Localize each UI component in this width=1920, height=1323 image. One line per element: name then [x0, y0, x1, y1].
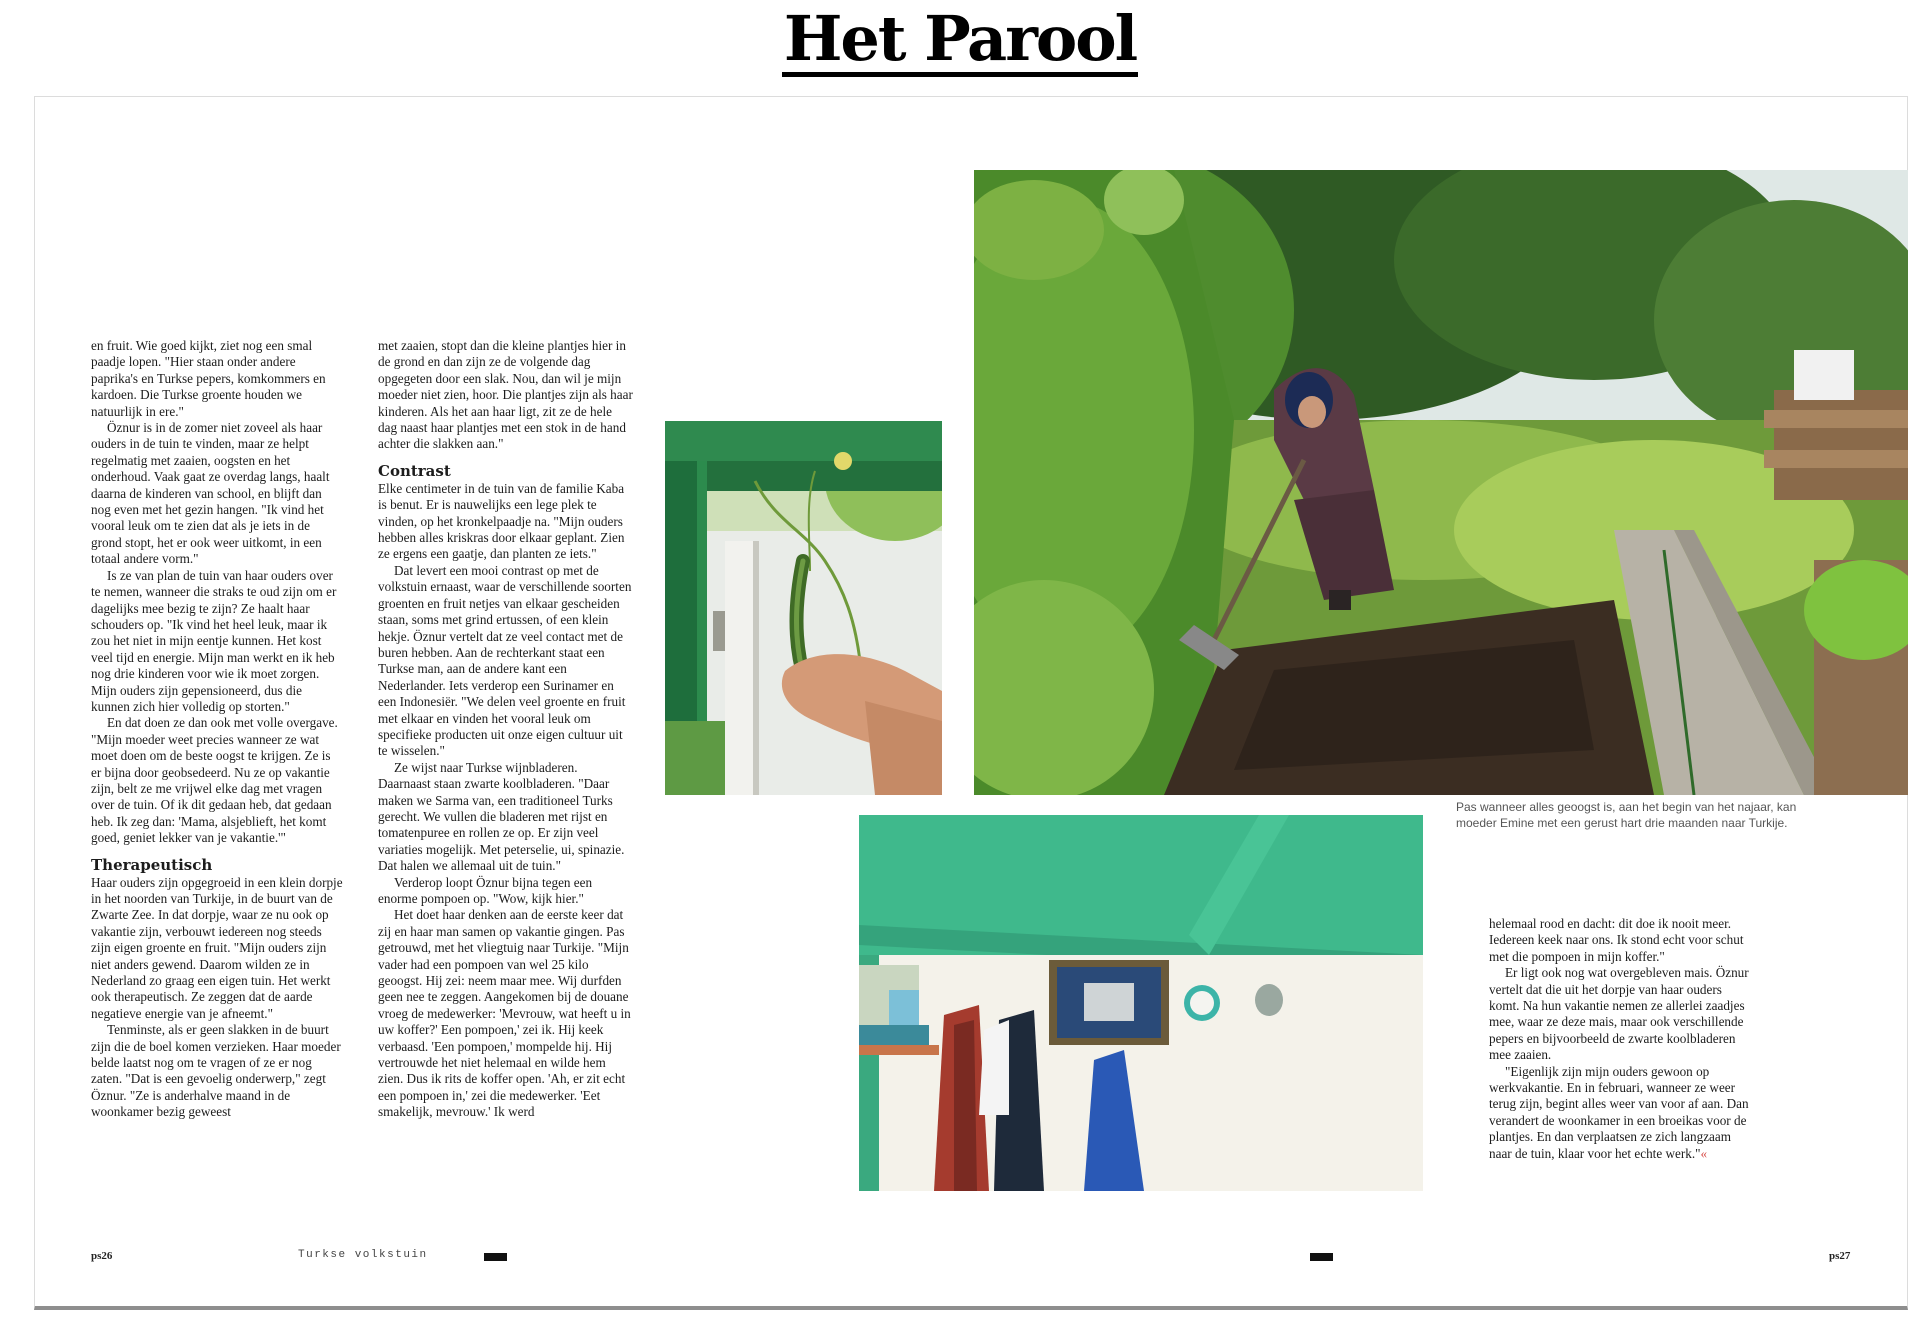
cucumber-photo-image: [665, 421, 942, 795]
garden-photo-image: [974, 170, 1908, 795]
paragraph: Is ze van plan de tuin van haar ouders over te nemen, wanneer die straks te oud zijn om er dagelijks mee bezig te zijn? Ze haalt haar schouders op. "Ik vind het heel leuk, maar ik zou het niet in mijn eentje kunnen. Het kost veel tijd en energie. Mijn man werkt en ik heb nog drie kinderen voor wie ik moet zorgen. Mijn ouders zijn gepensioneerd, dus die kunnen zich hier volledig op storten.": [91, 567, 337, 714]
paragraph: Verderop loopt Öznur bijna tegen een enorme pompoen op. "Wow, kijk hier.": [378, 874, 593, 906]
paragraph: helemaal rood en dacht: dit doe ik nooit meer. Iedereen keek naar ons. Ik stond echt voor schut met die pompoen in mijn koffer.": [1489, 916, 1744, 964]
paragraph: [1489, 1064, 1751, 1162]
article-column-3: [1489, 916, 1751, 1162]
paragraph: Elke centimeter in de tuin van de familie Kaba is benut. Er is nauwelijks een lege plek te vinden, op het kronkelpaadje na. "Mijn ouders hebben alles kriskras door elkaar geplant. Zien ze ergens een gaatje, dan planten ze iets.": [378, 480, 625, 562]
paragraph: met zaaien, stopt dan die kleine plantjes hier in de grond en dan zijn ze de volgende dag opgegeten door een slak. Nou, dan wil je mijn moeder niet zien, hoor. Die plantjes zijn als haar kinderen. Als het aan haar ligt, zit ze de hele dag naast haar plantjes met een stok in de hand achter die slakken aan.": [378, 338, 633, 452]
article-column-1: [91, 338, 343, 1121]
paragraph: Het doet haar denken aan de eerste keer dat zij en haar man samen op vakantie gingen. Pas getrouwd, met het vliegtuig naar Turkije. "Mijn vader had een pompoen van wel 25 kilo geoogst. Hij zei: neem maar mee. Wij durfden geen nee te zeggen. Aangekomen bij de douane vroeg de medewerker: 'Mevrouw, wat heeft u in uw koffer?' Een pompoen,' zei ik. Hij keek verbaasd. 'Een pompoen,' mompelde hij. Hij vertrouwde het niet helemaal en wilde hem zien. Dus ik rits de koffer open. 'Ah, er zit echt een pompoen in,' zei die medewerker. 'Eet smakelijk, mevrouw.' Ik werd: [378, 907, 631, 1120]
subheading-therapeutisch: Therapeutisch: [91, 855, 213, 874]
masthead-title: Het Parool: [783, 2, 1137, 75]
paragraph: Er ligt ook nog wat overgebleven mais. Öznur vertelt dat die uit het dorpje van haar ouders komt. Na hun vakantie nemen ze allerlei zaadjes mee, waar ze deze mais, maar ook verschillende pepers en bijvoorbeeld de zwarte koolbladeren mee zaaien.: [1489, 965, 1749, 1063]
paragraph: Haar ouders zijn opgegroeid in een klein dorpje in het noorden van Turkije, in de buurt van de Zwarte Zee. In dat dorpje, waar ze nu ook op vakantie zijn, verbouwt iedereen nog steeds zijn eigen groente en fruit. "Mijn ouders zijn niet anders gewend. Daarom wilden ze in Nederland zo graag een eigen tuin. Het werkt ook therapeutisch. Ze zeggen dat de aarde negatieve energie van je afneemt.": [91, 874, 343, 1021]
photo-garden: [974, 170, 1908, 795]
article-column-2: [378, 338, 633, 1121]
end-mark: «: [1700, 1145, 1708, 1161]
photo-cucumber: [665, 421, 942, 795]
shed-photo-image: [859, 815, 1423, 1191]
magazine-spread: [34, 96, 1908, 1310]
paragraph: Tenminste, als er geen slakken in de buurt zijn die de boel komen verzieken. Haar moeder belde laatst nog om te vragen of ze er nog zaten. "Dat is een gevoelig onderwerp," zegt Öznur. "Ze is anderhalve maand in de woonkamer bezig geweest: [91, 1022, 341, 1120]
page-number-right: ps27: [1829, 1250, 1851, 1262]
page-number-left: ps26: [91, 1250, 113, 1262]
final-paragraph-text: "Eigenlijk zijn mijn ouders gewoon op werkvakantie. En in februari, wanneer ze weer terug zijn, begint alles weer van voor af aan. Dan verandert de woonkamer in een broeikas voor de plantjes. En dan verplaatsen ze zich langzaam naar de tuin, klaar voor het echte werk.": [1489, 1063, 1749, 1161]
section-label: Turkse volkstuin: [298, 1249, 428, 1261]
photo-caption: Pas wanneer alles geoogst is, aan het begin van het najaar, kan moeder Emine met een gerust hart drie maanden naar Turkije.: [1456, 800, 1797, 830]
paragraph: En dat doen ze dan ook met volle overgave. "Mijn moeder weet precies wanneer ze wat moet doen om de beste oogst te krijgen. Ze is er bijna door geobsedeerd. Nu ze op vakantie zijn, belt ze me vrijwel elke dag met vragen over de tuin. Of ik dit gedaan heb, dat gedaan heb. Ik zeg dan: 'Mama, alsjeblieft, het komt goed, geniet lekker van je vakantie.'": [91, 715, 338, 846]
footer-bar-right: [1310, 1253, 1333, 1261]
paragraph: Öznur is in de zomer niet zoveel als haar ouders in de tuin te vinden, maar ze helpt regelmatig met zaaien, oogsten en het onderhoud. Vaak gaat ze overdag langs, haalt daarna de kinderen van school, en blijft dan nog even met het gezin hangen. "Ik vind het vooral leuk om te zien dat als je iets in de grond stopt, het er ook weer uitkomt, in een totaal andere vorm.": [91, 420, 330, 567]
paragraph: en fruit. Wie goed kijkt, ziet nog een smal paadje lopen. "Hier staan onder andere paprika's en Turkse pepers, komkommers en kardoen. Die Turkse groente houden we natuurlijk in ere.": [91, 338, 326, 419]
paragraph: Dat levert een mooi contrast op met de volkstuin ernaast, waar de verschillende soorten groenten en fruit netjes van elkaar gescheiden staan, soms met grind ertussen, of een klein hekje. Öznur vertelt dat ze veel contact met de buren hebben. Aan de rechterkant staat een Turkse man, aan de andere kant een Nederlander. Iets verderop een Surinamer en een Indonesiër. "We delen veel groente en fruit met elkaar en vinden het vooral leuk om specifieke producten uit onze eigen cultuur uit te wisselen.": [378, 562, 632, 759]
masthead: [0, 2, 1920, 77]
subheading-contrast: Contrast: [378, 461, 451, 480]
photo-shed-interior: [859, 815, 1423, 1191]
paragraph: Ze wijst naar Turkse wijnbladeren. Daarnaast staan zwarte koolbladeren. "Daar maken we Sarma van, een traditioneel Turks gerecht. We vullen die bladeren met rijst en tomatenpuree en rollen ze op. Er zijn veel variaties mogelijk. Met peterselie, ui, spinazie. Dat halen we allemaal uit de tuin.": [378, 759, 625, 874]
footer-bar-left: [484, 1253, 507, 1261]
